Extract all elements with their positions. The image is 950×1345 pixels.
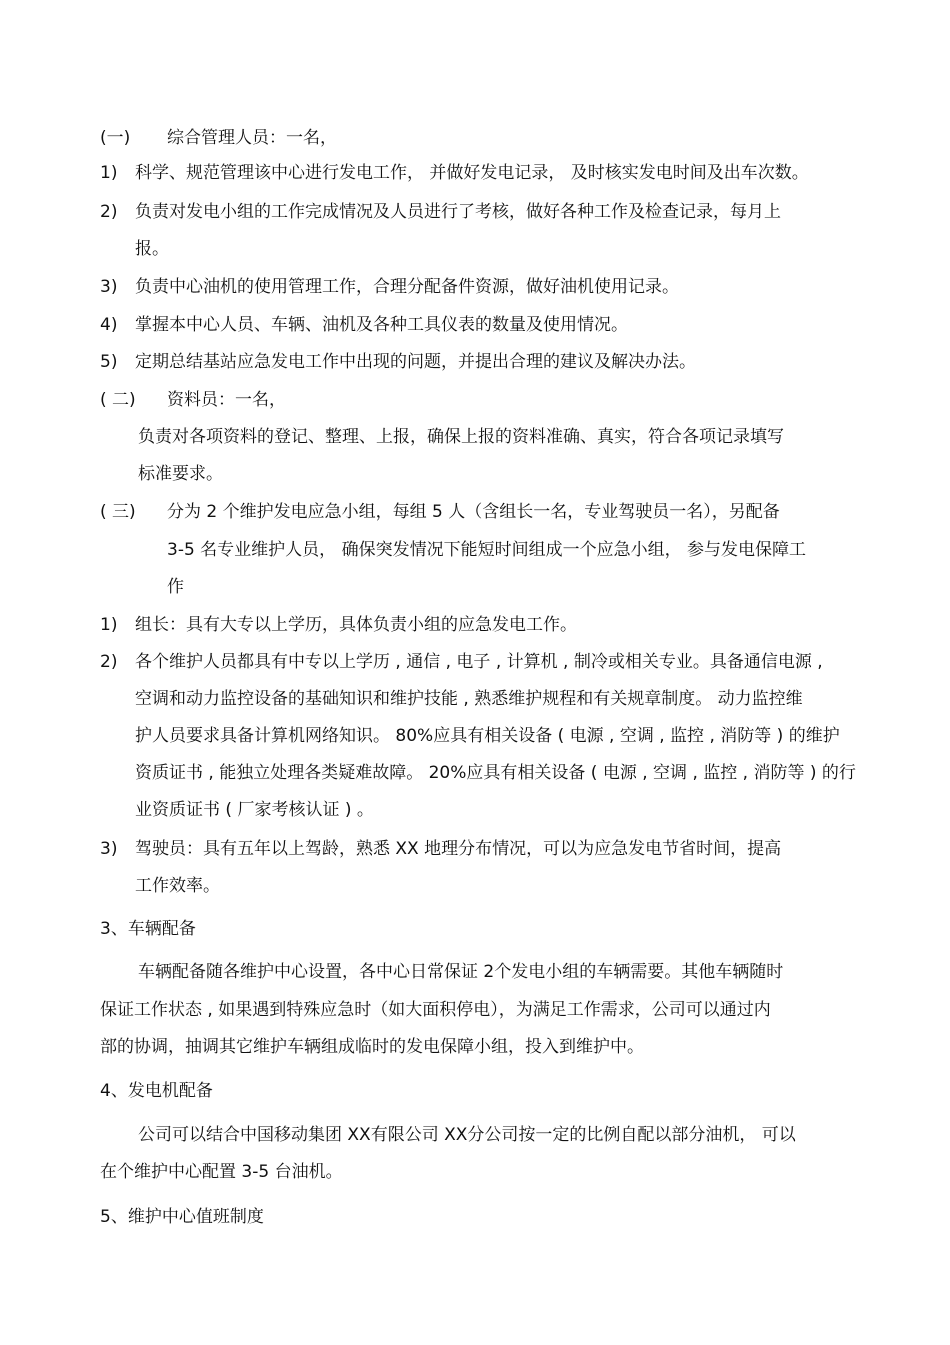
list-item: 负责对发电小组的工作完成情况及人员进行了考核，做好各种工作及检查记录，每月上 — [135, 202, 781, 222]
list-item-number: 3) — [100, 277, 118, 297]
list-item-continuation: 报。 — [135, 239, 169, 259]
list-item: 掌握本中心人员、车辆、油机及各种工具仪表的数量及使用情况。 — [135, 315, 628, 335]
section-3-paragraph: 作 — [167, 577, 184, 597]
section-heading-duty: 5、维护中心值班制度 — [100, 1207, 264, 1227]
list-item-number: 2) — [100, 202, 118, 222]
list-item-continuation: 资质证书 , 能独立处理各类疑难故障。 20%应具有相关设备 ( 电源 , 空调 , 监控 , 消防等 ) 的行 — [135, 763, 856, 783]
list-item-continuation: 工作效率。 — [135, 876, 220, 896]
vehicle-paragraph: 保证工作状态 , 如果遇到特殊应急时（如大面积停电），为满足工作需求，公司可以通过内 — [100, 1000, 771, 1020]
list-item-continuation: 业资质证书 ( 厂家考核认证 ) 。 — [135, 800, 374, 820]
list-item: 科学、规范管理该中心进行发电工作， 并做好发电记录， 及时核实发电时间及出车次数。 — [135, 163, 809, 183]
section-3-paragraph: 3-5 名专业维护人员， 确保突发情况下能短时间组成一个应急小组， 参与发电保障工 — [167, 540, 806, 560]
list-item-continuation: 护人员要求具备计算机网络知识。 80%应具有相关设备 ( 电源 , 空调 , 监控 , 消防等 ) 的维护 — [135, 726, 840, 746]
list-item-number: 1) — [100, 615, 118, 635]
section-1-title: 综合管理人员：一名， — [167, 128, 337, 148]
generator-paragraph: 公司可以结合中国移动集团 XX有限公司 XX分公司按一定的比例自配以部分油机， 可以 — [138, 1125, 796, 1145]
list-item: 负责中心油机的使用管理工作，合理分配备件资源，做好油机使用记录。 — [135, 277, 679, 297]
list-item-number: 4) — [100, 315, 118, 335]
list-item: 驾驶员：具有五年以上驾龄，熟悉 XX 地理分布情况，可以为应急发电节省时间，提高 — [135, 839, 782, 859]
list-item-continuation: 空调和动力监控设备的基础知识和维护技能 , 熟悉维护规程和有关规章制度。 动力监控维 — [135, 689, 803, 709]
section-3-marker: ( 三) — [100, 502, 136, 522]
vehicle-paragraph: 部的协调，抽调其它维护车辆组成临时的发电保障小组，投入到维护中。 — [100, 1037, 644, 1057]
list-item: 各个维护人员都具有中专以上学历 , 通信 , 电子 , 计算机 , 制冷或相关专业。具备通信电源 , — [135, 652, 823, 672]
list-item-number: 3) — [100, 839, 118, 859]
section-1-marker: (一) — [100, 128, 131, 148]
section-2-title: 资料员：一名， — [167, 390, 286, 410]
list-item-number: 2) — [100, 652, 118, 672]
section-2-paragraph: 负责对各项资料的登记、整理、上报，确保上报的资料准确、真实，符合各项记录填写 — [138, 427, 784, 447]
section-heading-generator: 4、发电机配备 — [100, 1081, 213, 1101]
list-item-number: 5) — [100, 352, 118, 372]
section-heading-vehicle: 3、车辆配备 — [100, 919, 196, 939]
section-3-paragraph: 分为 2 个维护发电应急小组，每组 5 人（含组长一名，专业驾驶员一名），另配备 — [167, 502, 780, 522]
list-item: 定期总结基站应急发电工作中出现的问题，并提出合理的建议及解决办法。 — [135, 352, 696, 372]
generator-paragraph: 在个维护中心配置 3-5 台油机。 — [100, 1162, 343, 1182]
section-2-marker: ( 二) — [100, 390, 136, 410]
vehicle-paragraph: 车辆配备随各维护中心设置，各中心日常保证 2个发电小组的车辆需要。其他车辆随时 — [138, 962, 784, 982]
list-item-number: 1) — [100, 163, 118, 183]
list-item: 组长：具有大专以上学历，具体负责小组的应急发电工作。 — [135, 615, 577, 635]
section-2-paragraph: 标准要求。 — [138, 464, 223, 484]
